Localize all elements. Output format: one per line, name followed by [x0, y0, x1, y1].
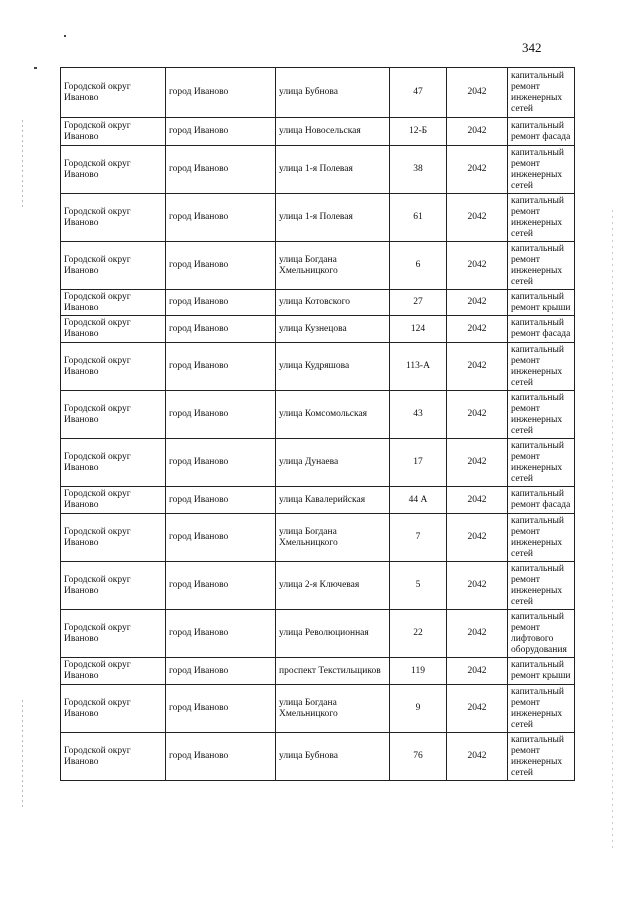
- cell-house-number: 43: [390, 391, 447, 439]
- cell-year: 2042: [447, 658, 508, 685]
- cell-district: Городской округ Иваново: [61, 290, 166, 316]
- cell-house-number: 5: [390, 562, 447, 610]
- cell-year: 2042: [447, 610, 508, 658]
- cell-work-type: капитальный ремонт инженерных сетей: [508, 391, 575, 439]
- cell-street: улица Кавалерийская: [276, 487, 390, 514]
- cell-city: город Иваново: [166, 487, 276, 514]
- cell-house-number: 22: [390, 610, 447, 658]
- cell-year: 2042: [447, 146, 508, 194]
- scan-speck: [34, 67, 37, 69]
- cell-work-type: капитальный ремонт инженерных сетей: [508, 146, 575, 194]
- table-row: [61, 343, 575, 391]
- cell-district: Городской округ Иваново: [61, 514, 166, 562]
- cell-house-number: 76: [390, 733, 447, 781]
- scan-edge-line: [22, 120, 23, 210]
- cell-work-type: капитальный ремонт лифтового оборудования: [508, 610, 575, 658]
- cell-year: 2042: [447, 439, 508, 487]
- table-row: [61, 733, 575, 781]
- cell-street: улица Комсомольская: [276, 391, 390, 439]
- cell-district: Городской округ Иваново: [61, 562, 166, 610]
- cell-district: Городской округ Иваново: [61, 658, 166, 685]
- cell-city: город Иваново: [166, 118, 276, 146]
- cell-year: 2042: [447, 343, 508, 391]
- cell-year: 2042: [447, 118, 508, 146]
- table-row: [61, 610, 575, 658]
- cell-district: Городской округ Иваново: [61, 343, 166, 391]
- cell-house-number: 7: [390, 514, 447, 562]
- cell-district: Городской округ Иваново: [61, 146, 166, 194]
- cell-street: улица Революционная: [276, 610, 390, 658]
- page-number: 342: [522, 40, 542, 55]
- scan-speck: [64, 35, 66, 37]
- cell-work-type: капитальный ремонт фасада: [508, 118, 575, 146]
- cell-city: город Иваново: [166, 562, 276, 610]
- cell-city: город Иваново: [166, 391, 276, 439]
- cell-city: город Иваново: [166, 658, 276, 685]
- cell-district: Городской округ Иваново: [61, 487, 166, 514]
- cell-street: улица Бубнова: [276, 68, 390, 118]
- cell-street: улица Богдана Хмельницкого: [276, 242, 390, 290]
- housing-repair-table: [60, 67, 575, 781]
- cell-work-type: капитальный ремонт инженерных сетей: [508, 194, 575, 242]
- cell-year: 2042: [447, 733, 508, 781]
- table-row: [61, 316, 575, 343]
- cell-work-type: капитальный ремонт инженерных сетей: [508, 343, 575, 391]
- cell-year: 2042: [447, 316, 508, 343]
- cell-city: город Иваново: [166, 194, 276, 242]
- cell-city: город Иваново: [166, 242, 276, 290]
- cell-year: 2042: [447, 391, 508, 439]
- cell-year: 2042: [447, 562, 508, 610]
- cell-work-type: капитальный ремонт крыши: [508, 658, 575, 685]
- table-row: [61, 685, 575, 733]
- cell-city: город Иваново: [166, 439, 276, 487]
- cell-street: улица Кудряшова: [276, 343, 390, 391]
- cell-house-number: 38: [390, 146, 447, 194]
- cell-city: город Иваново: [166, 733, 276, 781]
- cell-district: Городской округ Иваново: [61, 439, 166, 487]
- cell-work-type: капитальный ремонт инженерных сетей: [508, 562, 575, 610]
- cell-work-type: капитальный ремонт инженерных сетей: [508, 242, 575, 290]
- table-row: [61, 194, 575, 242]
- table-row: [61, 68, 575, 118]
- cell-work-type: капитальный ремонт инженерных сетей: [508, 733, 575, 781]
- cell-house-number: 124: [390, 316, 447, 343]
- cell-work-type: капитальный ремонт инженерных сетей: [508, 685, 575, 733]
- cell-district: Городской округ Иваново: [61, 685, 166, 733]
- cell-street: улица 1-я Полевая: [276, 194, 390, 242]
- table-row: [61, 562, 575, 610]
- cell-street: улица Богдана Хмельницкого: [276, 685, 390, 733]
- cell-city: город Иваново: [166, 146, 276, 194]
- cell-work-type: капитальный ремонт инженерных сетей: [508, 439, 575, 487]
- cell-house-number: 9: [390, 685, 447, 733]
- scan-edge-line: [612, 210, 613, 850]
- cell-district: Городской округ Иваново: [61, 733, 166, 781]
- scan-edge-line: [22, 700, 23, 810]
- cell-city: город Иваново: [166, 610, 276, 658]
- cell-work-type: капитальный ремонт фасада: [508, 316, 575, 343]
- cell-work-type: капитальный ремонт фасада: [508, 487, 575, 514]
- cell-house-number: 12-Б: [390, 118, 447, 146]
- cell-street: улица Дунаева: [276, 439, 390, 487]
- cell-house-number: 113-А: [390, 343, 447, 391]
- cell-house-number: 17: [390, 439, 447, 487]
- table-row: [61, 487, 575, 514]
- cell-year: 2042: [447, 290, 508, 316]
- table-row: [61, 514, 575, 562]
- cell-street: проспект Текстильщиков: [276, 658, 390, 685]
- cell-year: 2042: [447, 194, 508, 242]
- cell-street: улица 2-я Ключевая: [276, 562, 390, 610]
- cell-district: Городской округ Иваново: [61, 316, 166, 343]
- cell-work-type: капитальный ремонт крыши: [508, 290, 575, 316]
- cell-street: улица 1-я Полевая: [276, 146, 390, 194]
- table-row: [61, 242, 575, 290]
- cell-district: Городской округ Иваново: [61, 118, 166, 146]
- cell-street: улица Богдана Хмельницкого: [276, 514, 390, 562]
- table-row: [61, 290, 575, 316]
- table-row: [61, 658, 575, 685]
- cell-year: 2042: [447, 487, 508, 514]
- cell-year: 2042: [447, 514, 508, 562]
- table-row: [61, 439, 575, 487]
- cell-year: 2042: [447, 68, 508, 118]
- cell-district: Городской округ Иваново: [61, 194, 166, 242]
- table-row: [61, 391, 575, 439]
- cell-district: Городской округ Иваново: [61, 391, 166, 439]
- cell-house-number: 27: [390, 290, 447, 316]
- cell-city: город Иваново: [166, 290, 276, 316]
- cell-house-number: 119: [390, 658, 447, 685]
- cell-year: 2042: [447, 242, 508, 290]
- cell-house-number: 47: [390, 68, 447, 118]
- cell-street: улица Кузнецова: [276, 316, 390, 343]
- cell-house-number: 61: [390, 194, 447, 242]
- cell-district: Городской округ Иваново: [61, 610, 166, 658]
- cell-street: улица Новосельская: [276, 118, 390, 146]
- table-row: [61, 146, 575, 194]
- cell-house-number: 44 А: [390, 487, 447, 514]
- table-row: [61, 118, 575, 146]
- cell-year: 2042: [447, 685, 508, 733]
- cell-city: город Иваново: [166, 685, 276, 733]
- cell-house-number: 6: [390, 242, 447, 290]
- cell-street: улица Котовского: [276, 290, 390, 316]
- cell-district: Городской округ Иваново: [61, 242, 166, 290]
- cell-work-type: капитальный ремонт инженерных сетей: [508, 514, 575, 562]
- cell-street: улица Бубнова: [276, 733, 390, 781]
- cell-city: город Иваново: [166, 316, 276, 343]
- cell-city: город Иваново: [166, 514, 276, 562]
- cell-district: Городской округ Иваново: [61, 68, 166, 118]
- cell-city: город Иваново: [166, 68, 276, 118]
- cell-city: город Иваново: [166, 343, 276, 391]
- cell-work-type: капитальный ремонт инженерных сетей: [508, 68, 575, 118]
